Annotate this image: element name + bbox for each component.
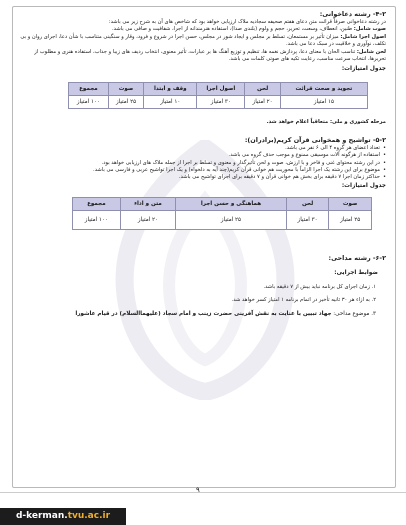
table-cell: ۳۰ امتیاز [197,96,245,109]
table-cell: ۱۰ امتیاز [144,96,197,109]
list-item: ۲. به ازاء هر ۳۰ ثانیه تأخیر در اتمام برنامه ۱ امتیاز کسر خواهد شد. [231,297,376,304]
score-table-tawashih [72,197,372,230]
table-header-cell: مجموع [73,197,121,210]
criteria-performance: اصول اجرا شامل: میزان تأثیر بر مستمعان، تسلط بر مجلس و ایجاد شور در مجلس، حسن اجرا در شروع و فرود، وقار و سنگینی متناسب با شأن دعا، اجرای روان و بی تکلف، نوآوری و خلاقیت در سبک دعا می باشد. [20,33,386,48]
section-heading-tawashih: ۵-۲- تواشیح و همخوانی قرآن کریم(برادران): [244,135,386,144]
footer-divider [0,492,406,493]
list-item: • موضوع برای این رشته یک اجرا الزاماً با محوریت هم خوانی قرآن کریم(چند آیه به دلخواه) و یک اجرا تواشیح عربی و فارسی می باشد. [18,167,386,174]
list-item: • تعداد اعضای هر گروه ۴ الی ۶ نفر می باشد. [18,145,386,152]
list-item: • در این رشته محتوای غنی و فاخر و با ارزش، صوت و لحن تأثیرگذار و معنوی و تسلط بر اجرا از جمله ملاک های ارزیابی خواهد بود. [18,160,386,167]
table-header-row [73,197,372,210]
table-row [69,96,368,109]
table-cell: ۲۵ امتیاز [176,210,287,229]
section-intro: در رشته دعاخوانی صرفاً قرائت متن دعای هفتم صحیفه سجادیه ملاک ارزیابی خواهد بود که شاخص های آن به شرح زیر می باشد: [108,19,386,25]
table-header-cell: لحن [245,83,280,96]
table-header-cell: صوت [329,197,372,210]
table-row [73,210,372,229]
table-header-cell: اصول اجرا [197,83,245,96]
table-cell: ۱۰۰ امتیاز [73,210,121,229]
table-header-row [69,83,368,96]
table-header-cell: تجوید و صحت قرائت [280,83,367,96]
table-header-cell: وقف و ابتدا [144,83,197,96]
table-header-cell: مجموع [69,83,109,96]
table-cell: ۳۰ امتیاز [286,210,329,229]
page-number: ۹ [196,486,200,494]
section-heading-maddahi: ۶-۲- رشته مداحی: [328,253,386,262]
table-cell: ۱۰۰ امتیاز [69,96,109,109]
table-header-cell: صوت [108,83,143,96]
document-content [18,10,386,318]
table-label-tawashih: جدول امتیازات: [341,182,386,189]
table-cell: ۲۵ امتیاز [108,96,143,109]
table-cell: ۲۵ امتیاز [329,210,372,229]
section-subheading-rules: ضوابط اجرایی: [334,269,378,276]
site-brand-label: d-kerman.tvu.ac.ir [0,508,126,525]
list-item: ۱. زمان اجرای کل برنامه نباید بیش از ۷ دقیقه باشد. [263,283,376,290]
section-heading-dua: ۴-۲- رشته دعاخوانی: [319,10,386,18]
table-header-cell: متن و اداء [120,197,175,210]
list-item: ۳. موضوع مداحی: جهاد تبیین با عنایت به نقش آفرینی حضرت زینب و امام سجاد (علیهماالسلام) در قیام عاشورا [75,310,376,317]
stage-national-note: مرحله کشوری و ملی: متعاقباً اعلام خواهد شد. [266,119,386,126]
table-label-dua: جدول امتیازات: [341,66,386,73]
table-header-cell: هماهنگی و حسن اجرا [176,197,287,210]
score-table-dua [68,82,368,109]
table-cell: ۱۵ امتیاز [280,96,367,109]
table-cell: ۲۰ امتیاز [245,96,280,109]
table-header-cell: لحن [286,197,329,210]
list-item: • حداکثر زمان اجرا ۷ دقیقه برای بخش هم خوانی قرآن و ۷ دقیقه برای اجرای تواشیح می باشد. [18,174,386,181]
table-cell: ۲۰ امتیاز [120,210,175,229]
list-item: • استفاده از هرگونه آلات موسیقی ممنوع و موجب حذف گروه می باشد. [18,152,386,159]
criteria-melody: لحن شامل: تناسب الحان با معنای دعا، پردازش نغمه ها، تنظیم و توزیع آهنگ ها بر عبارات، تأثیر معنوی، انتخاب ردیف های زیبا و جذاب، استفاده هنری و مطلوب از تحریرها، انتخاب سرعت مناسب، رعایت تکیه های صوتی کلمات می باشد. [34,48,386,63]
criteria-voice: صوت شامل: طنین، انعطاف، وسعت، تحریر، حجم و ولوم (بلندی صدا)، استفاده هنرمندانه از اجرا، شفافیت و صافی می باشد. [111,26,386,33]
